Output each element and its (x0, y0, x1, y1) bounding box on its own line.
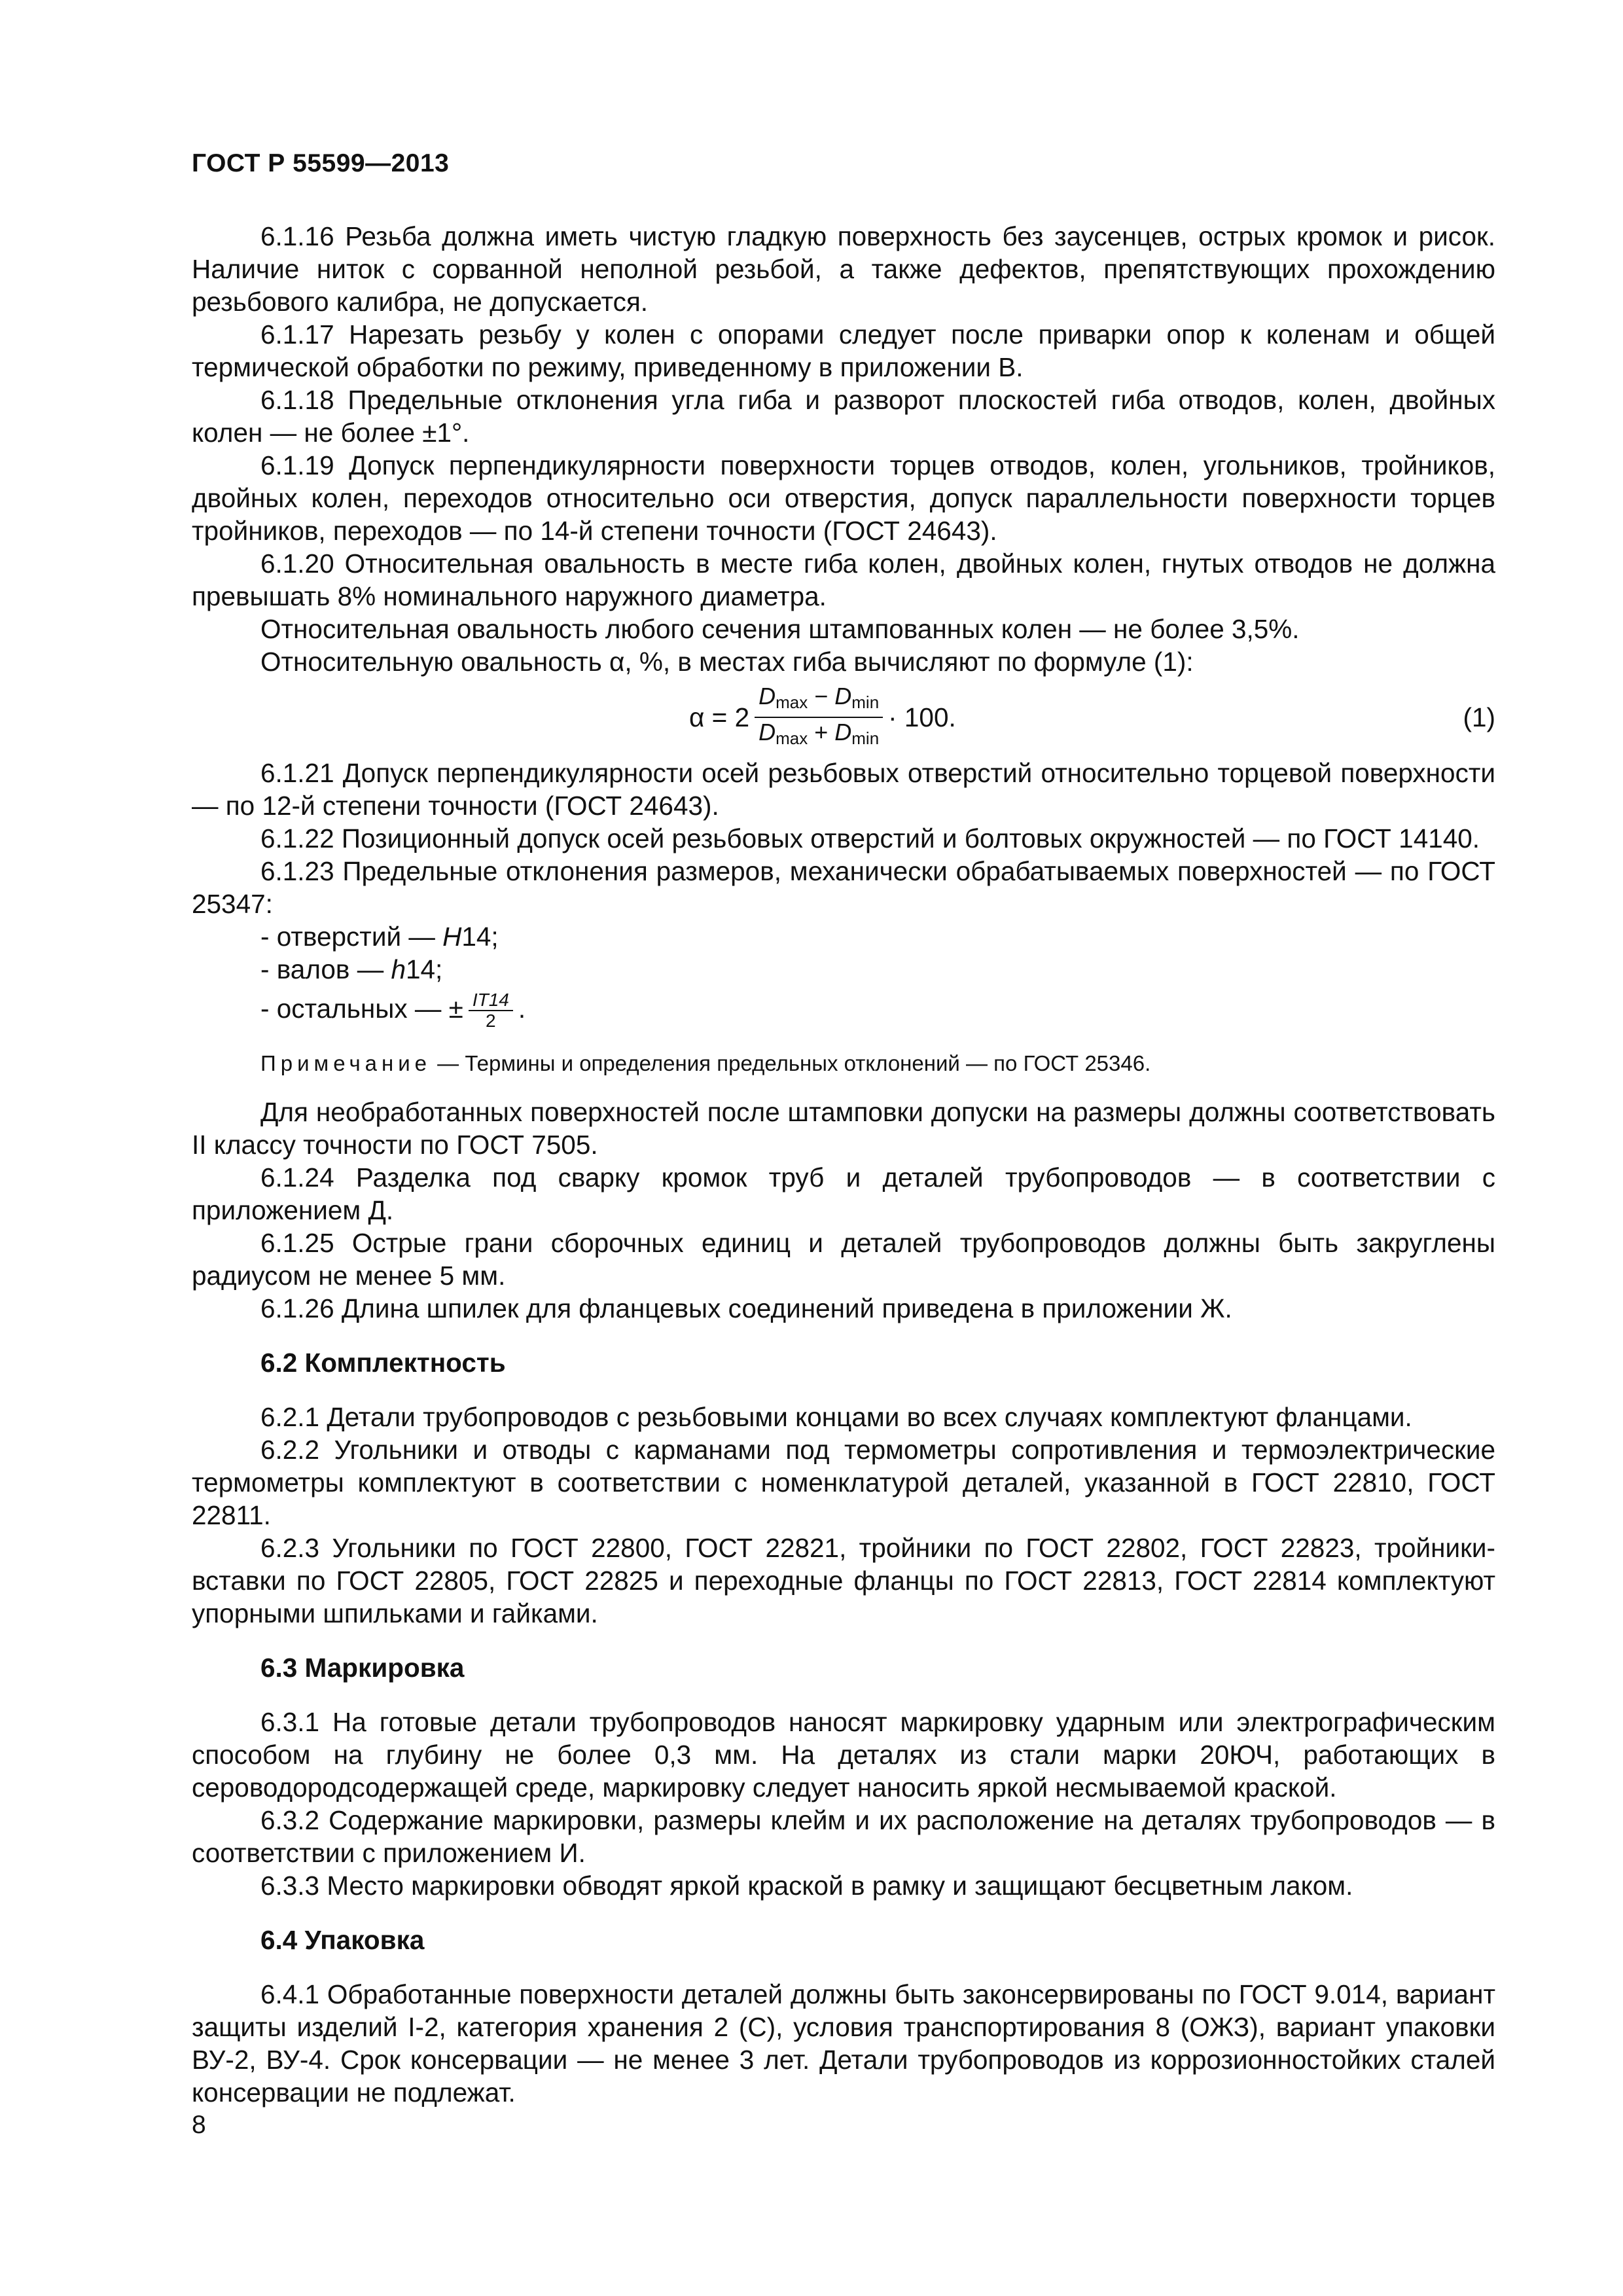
formula-number: (1) (1463, 702, 1495, 732)
note (260, 1050, 1495, 1077)
document-header: ГОСТ Р 55599—2013 (192, 149, 450, 177)
document-body (192, 220, 1495, 2109)
paragraph-ovality-formula-intro: Относительную овальность α, %, в местах гиба вычисляют по формуле (1): (260, 647, 1194, 677)
paragraph-6-1-16: 6.1.16 Резьба должна иметь чистую гладкую поверхность без заусенцев, острых кромок и рисок. Наличие ниток с сорванной неполной резьбой, а также дефектов, препятствующих прохождению резьбового калибра, не допускается. (192, 221, 1495, 317)
paragraph-6-1-22: 6.1.22 Позиционный допуск осей резьбовых отверстий и болтовых окружностей — по ГОСТ 14140. (260, 823, 1480, 853)
tolerance-shafts: - валов — h14; (260, 954, 443, 984)
paragraph-6-3-3: 6.3.3 Место маркировки обводят яркой краской в рамку и защищают бесцветным лаком. (260, 1871, 1353, 1901)
paragraph-6-1-17: 6.1.17 Нарезать резьбу у колен с опорами следует после приварки опор к коленам и общей термической обработки по режиму, приведенному в приложении В. (192, 319, 1495, 382)
formula-1 (192, 678, 1495, 757)
page-number: 8 (192, 2111, 206, 2139)
formula-denominator: $D_{max} + D_{min}$ (758, 719, 880, 748)
tolerance-other: - остальных — ± $\frac{IT14}{2}$ . (260, 990, 526, 1031)
paragraph-6-2-3: 6.2.3 Угольники по ГОСТ 22800, ГОСТ 22821, тройники по ГОСТ 22802, ГОСТ 22823, тройники-вставки по ГОСТ 22805, ГОСТ 22825 и переходные фланцы по ГОСТ 22813, ГОСТ 22814 комплектуют упорными шпильками и гайками. (192, 1533, 1495, 1628)
note-label: Примечание (260, 1051, 432, 1075)
formula-tail: · 100. (888, 702, 956, 732)
paragraph-ovality-limit: Относительная овальность любого сечения штампованных колен — не более 3,5%. (260, 614, 1300, 644)
formula-lhs: α = 2 (689, 702, 750, 732)
paragraph-6-2-2: 6.2.2 Угольники и отводы с карманами под термометры сопротивления и термоэлектрические термометры комплектуют в соответствии с номенклатурой деталей, указанной в ГОСТ 22810, ГОСТ 22811. (192, 1435, 1495, 1530)
paragraph-6-1-24: 6.1.24 Разделка под сварку кромок труб и деталей трубопроводов — в соответствии с приложением Д. (192, 1162, 1495, 1225)
paragraph-6-1-21: 6.1.21 Допуск перпендикулярности осей резьбовых отверстий относительно торцевой поверхности — по 12-й степени точности (ГОСТ 24643). (192, 758, 1495, 821)
paragraph-6-2-1: 6.2.1 Детали трубопроводов с резьбовыми концами во всех случаях комплектуют фланцами. (260, 1402, 1412, 1432)
note-text: — Термины и определения предельных отклонений — по ГОСТ 25346. (431, 1051, 1151, 1075)
paragraph-6-4-1: 6.4.1 Обработанные поверхности деталей должны быть законсервированы по ГОСТ 9.014, вариант защиты изделий I-2, категория хранения 2 (С), условия транспортирования 8 (ОЖЗ), вариант упаковки ВУ-2, ВУ-4. Срок консервации — не менее 3 лет. Детали трубопроводов из коррозионностойких сталей консервации не подлежат. (192, 1979, 1495, 2108)
section-heading-6-2: 6.2 Комплектность (260, 1348, 506, 1378)
formula-numerator: $D_{max} - D_{min}$ (755, 682, 883, 718)
section-heading-6-3: 6.3 Маркировка (260, 1653, 465, 1683)
formula-fraction (755, 682, 883, 753)
formula-expression (689, 678, 956, 757)
paragraph-6-3-1: 6.3.1 На готовые детали трубопроводов наносят маркировку ударным или электрографическим способом на глубину не более 0,3 мм. На деталях из стали марки 20ЮЧ, работающих в сероводородсодержащей среде, маркировку следует наносить яркой несмываемой краской. (192, 1707, 1495, 1803)
section-heading-6-4: 6.4 Упаковка (260, 1925, 425, 1955)
paragraph-unmachined: Для необработанных поверхностей после штамповки допуски на размеры должны соответствовать II классу точности по ГОСТ 7505. (192, 1097, 1495, 1160)
paragraph-6-3-2: 6.3.2 Содержание маркировки, размеры клейм и их расположение на деталях трубопроводов — в соответствии с приложением И. (192, 1805, 1495, 1868)
paragraph-6-1-18: 6.1.18 Предельные отклонения угла гиба и разворот плоскостей гиба отводов, колен, двойных колен — не более ±1°. (192, 385, 1495, 448)
tolerance-holes: - отверстий — H14; (260, 922, 499, 952)
paragraph-6-1-19: 6.1.19 Допуск перпендикулярности поверхности торцев отводов, колен, угольников, тройников, двойных колен, переходов относительно оси отверстия, допуск параллельности поверхности торцев тройников, переходов — по 14-й степени точности (ГОСТ 24643). (192, 450, 1495, 546)
paragraph-6-1-26: 6.1.26 Длина шпилек для фланцевых соединений приведена в приложении Ж. (260, 1293, 1232, 1323)
paragraph-6-1-20: 6.1.20 Относительная овальность в месте гиба колен, двойных колен, гнутых отводов не должна превышать 8% номинального наружного диаметра. (192, 548, 1495, 611)
paragraph-6-1-25: 6.1.25 Острые грани сборочных единиц и деталей трубопроводов должны быть закруглены радиусом не менее 5 мм. (192, 1228, 1495, 1291)
paragraph-6-1-23: 6.1.23 Предельные отклонения размеров, механически обрабатываемых поверхностей — по ГОСТ 25347: (192, 856, 1495, 919)
